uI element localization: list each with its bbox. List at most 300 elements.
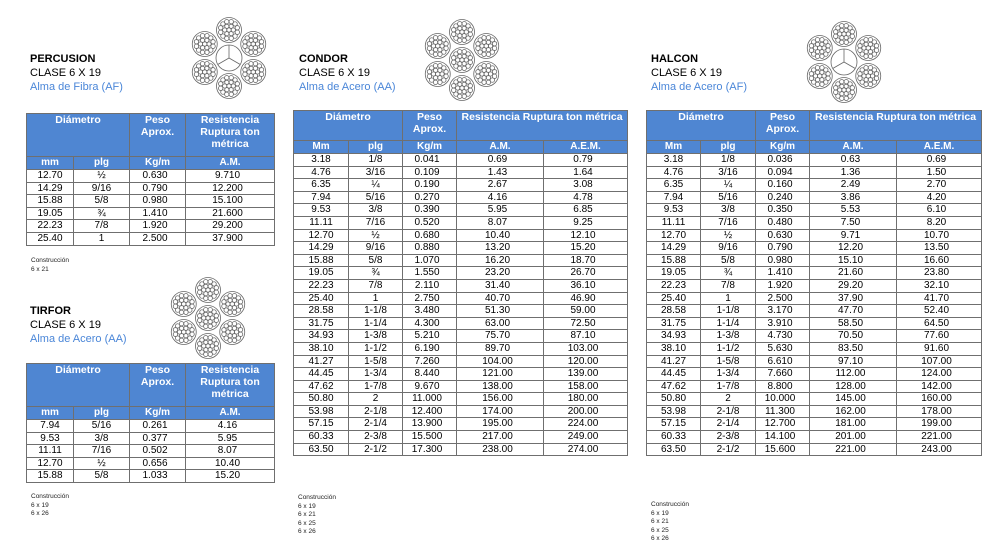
table-row	[647, 216, 982, 229]
table-cell: ¼	[701, 179, 756, 192]
table-cell: 9.53	[27, 432, 74, 445]
table-cell: 63.50	[294, 443, 349, 456]
table-cell: 124.00	[897, 368, 982, 381]
col-header-resistencia: Resistencia Ruptura ton métrica	[186, 364, 275, 407]
col-header-peso: Peso Aprox.	[756, 111, 810, 141]
table-cell: 51.30	[457, 305, 544, 318]
table-cell: 5.210	[403, 330, 457, 343]
table-cell: 70.50	[810, 330, 897, 343]
table-row	[27, 220, 275, 233]
table-cell: 4.730	[756, 330, 810, 343]
table-cell: 0.630	[130, 170, 186, 183]
table-cell: 15.20	[544, 242, 628, 255]
table-cell: 8.20	[897, 216, 982, 229]
table-cell: 0.094	[756, 166, 810, 179]
table-cell: 224.00	[544, 418, 628, 431]
table-row	[294, 179, 628, 192]
table-cell: 6.85	[544, 204, 628, 217]
table-cell: 3/16	[349, 166, 403, 179]
table-cell: 29.20	[810, 279, 897, 292]
table-cell: 26.70	[544, 267, 628, 280]
table-cell: 1.43	[457, 166, 544, 179]
table-cell: 160.00	[897, 393, 982, 406]
table-cell: 0.190	[403, 179, 457, 192]
table-cell: 128.00	[810, 380, 897, 393]
table-cell: 3/8	[701, 204, 756, 217]
table-cell: 4.20	[897, 191, 982, 204]
table-cell: 0.69	[457, 154, 544, 167]
table-cell: 2.750	[403, 292, 457, 305]
construction-item: 6 x 26	[298, 528, 316, 536]
table-cell: 4.76	[294, 166, 349, 179]
table-row	[647, 179, 982, 192]
table-cell: 0.656	[130, 457, 186, 470]
tirfor-title: TIRFOR	[30, 305, 71, 317]
table-cell: 1-1/2	[349, 342, 403, 355]
col-header-aem: A.E.M.	[897, 141, 982, 154]
table-cell: 15.600	[756, 443, 810, 456]
table-cell: 15.88	[647, 254, 701, 267]
table-cell: 5/8	[349, 254, 403, 267]
table-cell: 46.90	[544, 292, 628, 305]
table-cell: 57.15	[647, 418, 701, 431]
table-cell: 15.100	[186, 195, 275, 208]
table-row	[294, 380, 628, 393]
table-cell: 178.00	[897, 405, 982, 418]
col-header-plg: plg	[74, 407, 130, 420]
tirfor-alma: Alma de Acero (AA)	[30, 333, 127, 345]
table-cell: 47.62	[294, 380, 349, 393]
table-cell: 0.350	[756, 204, 810, 217]
table-cell: ½	[349, 229, 403, 242]
table-cell: 1-1/8	[701, 305, 756, 318]
table-cell: 41.70	[897, 292, 982, 305]
table-cell: 12.10	[544, 229, 628, 242]
table-cell: 221.00	[810, 443, 897, 456]
table-cell: 17.300	[403, 443, 457, 456]
construction-item: 6 x 19	[298, 502, 316, 510]
percusion-table	[26, 113, 275, 246]
table-cell: 1-1/4	[349, 317, 403, 330]
table-cell: 1.50	[897, 166, 982, 179]
table-row	[27, 170, 275, 183]
col-header-plg: plg	[74, 157, 130, 170]
halcon-table	[646, 110, 982, 456]
table-cell: 3.18	[647, 154, 701, 167]
table-cell: 2.49	[810, 179, 897, 192]
col-header-diametro: Diámetro	[27, 364, 130, 407]
table-row	[294, 292, 628, 305]
table-cell: 199.00	[897, 418, 982, 431]
construccion-label: Construcción	[31, 257, 69, 264]
table-cell: 77.60	[897, 330, 982, 343]
table-cell: 47.70	[810, 305, 897, 318]
table-cell: 9.25	[544, 216, 628, 229]
col-header-mm: Mm	[647, 141, 701, 154]
percusion-title: PERCUSION	[30, 53, 96, 65]
table-cell: 57.15	[294, 418, 349, 431]
table-cell: 11.000	[403, 393, 457, 406]
table-row	[647, 443, 982, 456]
table-row	[27, 420, 275, 433]
table-cell: 0.270	[403, 191, 457, 204]
table-cell: 13.50	[897, 242, 982, 255]
table-cell: 221.00	[897, 431, 982, 444]
table-cell: 0.63	[810, 154, 897, 167]
table-cell: 58.50	[810, 317, 897, 330]
table-cell: 2-1/2	[701, 443, 756, 456]
table-cell: 5/8	[74, 470, 130, 483]
table-cell: 50.80	[294, 393, 349, 406]
table-cell: 9.53	[647, 204, 701, 217]
table-cell: 7/8	[74, 220, 130, 233]
table-cell: 19.05	[294, 267, 349, 280]
table-row	[294, 418, 628, 431]
percusion-heading	[30, 53, 123, 94]
table-cell: 16.60	[897, 254, 982, 267]
construction-item: 6 x 26	[651, 535, 669, 543]
table-row	[294, 166, 628, 179]
table-cell: 0.980	[130, 195, 186, 208]
table-cell: 1.410	[130, 207, 186, 220]
table-cell: 36.10	[544, 279, 628, 292]
table-cell: 60.33	[294, 431, 349, 444]
table-row	[294, 216, 628, 229]
table-cell: 1-3/8	[701, 330, 756, 343]
table-cell: 162.00	[810, 405, 897, 418]
table-cell: 3.480	[403, 305, 457, 318]
table-cell: 1/8	[349, 154, 403, 167]
table-cell: 0.79	[544, 154, 628, 167]
table-cell: 0.69	[897, 154, 982, 167]
table-cell: 41.27	[647, 355, 701, 368]
table-cell: 8.07	[186, 445, 275, 458]
col-header-mm: mm	[27, 407, 74, 420]
table-cell: 1.64	[544, 166, 628, 179]
table-cell: ¾	[74, 207, 130, 220]
table-cell: 21.60	[810, 267, 897, 280]
table-cell: 1/8	[701, 154, 756, 167]
table-cell: 19.05	[27, 207, 74, 220]
tirfor-construccion	[31, 493, 69, 519]
table-cell: 1-3/4	[701, 368, 756, 381]
table-cell: 5.95	[186, 432, 275, 445]
table-row	[647, 191, 982, 204]
table-cell: 1-5/8	[701, 355, 756, 368]
table-cell: 7.660	[756, 368, 810, 381]
table-cell: 15.10	[810, 254, 897, 267]
table-cell: 1	[74, 232, 130, 245]
table-cell: 13.900	[403, 418, 457, 431]
table-cell: 53.98	[647, 405, 701, 418]
table-row	[647, 317, 982, 330]
table-cell: 12.70	[647, 229, 701, 242]
table-row	[647, 330, 982, 343]
table-cell: 13.20	[457, 242, 544, 255]
table-cell: 11.11	[27, 445, 74, 458]
table-cell: 6.190	[403, 342, 457, 355]
table-cell: 0.790	[130, 182, 186, 195]
table-cell: 1.033	[130, 470, 186, 483]
table-cell: 0.109	[403, 166, 457, 179]
table-cell: 1.550	[403, 267, 457, 280]
table-cell: 1	[349, 292, 403, 305]
table-cell: 63.00	[457, 317, 544, 330]
construccion-label: Construcción	[651, 501, 689, 508]
table-cell: 15.20	[186, 470, 275, 483]
table-cell: 14.100	[756, 431, 810, 444]
col-header-plg: plg	[701, 141, 756, 154]
table-cell: 0.377	[130, 432, 186, 445]
table-cell: 238.00	[457, 443, 544, 456]
table-cell: 9/16	[74, 182, 130, 195]
table-cell: 1-1/4	[701, 317, 756, 330]
table-cell: 0.790	[756, 242, 810, 255]
table-cell: 180.00	[544, 393, 628, 406]
table-cell: 7/8	[701, 279, 756, 292]
condor-construccion	[298, 494, 336, 537]
table-cell: 7/16	[74, 445, 130, 458]
col-header-mm: Mm	[294, 141, 349, 154]
table-row	[647, 154, 982, 167]
table-row	[647, 204, 982, 217]
table-cell: 47.62	[647, 380, 701, 393]
table-cell: 8.800	[756, 380, 810, 393]
construction-item: 6 x 25	[651, 526, 669, 534]
table-row	[294, 342, 628, 355]
table-cell: 5/16	[349, 191, 403, 204]
table-cell: 12.20	[810, 242, 897, 255]
table-row	[27, 207, 275, 220]
table-cell: 0.036	[756, 154, 810, 167]
table-cell: 0.160	[756, 179, 810, 192]
table-cell: 12.400	[403, 405, 457, 418]
construccion-label: Construcción	[31, 493, 69, 500]
table-cell: 156.00	[457, 393, 544, 406]
table-cell: 1	[701, 292, 756, 305]
table-cell: 15.88	[294, 254, 349, 267]
table-cell: 2-1/4	[349, 418, 403, 431]
col-header-aem: A.E.M.	[544, 141, 628, 154]
table-cell: 29.200	[186, 220, 275, 233]
table-cell: 3/8	[74, 432, 130, 445]
col-header-resistencia: Resistencia Ruptura ton métrica	[810, 111, 982, 141]
table-cell: 2.67	[457, 179, 544, 192]
table-cell: 0.041	[403, 154, 457, 167]
col-header-mm: mm	[27, 157, 74, 170]
table-cell: ½	[74, 457, 130, 470]
table-cell: 31.75	[294, 317, 349, 330]
table-cell: 5/16	[74, 420, 130, 433]
table-cell: 34.93	[647, 330, 701, 343]
table-cell: 10.40	[457, 229, 544, 242]
table-cell: 14.29	[27, 182, 74, 195]
table-cell: 8.440	[403, 368, 457, 381]
table-cell: 9.71	[810, 229, 897, 242]
col-header-diametro: Diámetro	[647, 111, 756, 141]
table-row	[294, 279, 628, 292]
table-cell: 2.500	[756, 292, 810, 305]
construction-item: 6 x 25	[298, 519, 316, 527]
table-cell: ¾	[349, 267, 403, 280]
table-cell: 243.00	[897, 443, 982, 456]
table-cell: 121.00	[457, 368, 544, 381]
table-cell: 5.630	[756, 342, 810, 355]
table-cell: 4.76	[647, 166, 701, 179]
table-cell: 4.78	[544, 191, 628, 204]
percusion-construccion	[31, 257, 69, 274]
table-cell: 9.670	[403, 380, 457, 393]
halcon-clase: CLASE 6 X 19	[651, 67, 722, 79]
table-cell: 200.00	[544, 405, 628, 418]
col-header-diametro: Diámetro	[294, 111, 403, 141]
table-row	[647, 267, 982, 280]
table-cell: 3.08	[544, 179, 628, 192]
col-header-kgm: Kg/m	[403, 141, 457, 154]
table-cell: 38.10	[294, 342, 349, 355]
table-row	[647, 229, 982, 242]
table-cell: 38.10	[647, 342, 701, 355]
table-cell: 12.70	[27, 457, 74, 470]
table-cell: 6.35	[647, 179, 701, 192]
table-cell: 60.33	[647, 431, 701, 444]
table-cell: 9/16	[701, 242, 756, 255]
table-cell: 14.29	[294, 242, 349, 255]
table-cell: 25.40	[647, 292, 701, 305]
table-cell: 2-1/2	[349, 443, 403, 456]
table-cell: 5.53	[810, 204, 897, 217]
table-cell: 7/8	[349, 279, 403, 292]
table-cell: 22.23	[294, 279, 349, 292]
col-header-peso: Peso Aprox.	[130, 114, 186, 157]
table-cell: 1.36	[810, 166, 897, 179]
table-cell: 28.58	[294, 305, 349, 318]
table-cell: 6.35	[294, 179, 349, 192]
table-cell: 3.86	[810, 191, 897, 204]
rope-steel-core-icon	[162, 272, 254, 364]
table-row	[294, 393, 628, 406]
table-row	[27, 182, 275, 195]
table-cell: 2.500	[130, 232, 186, 245]
table-row	[647, 355, 982, 368]
table-row	[647, 405, 982, 418]
table-cell: 0.630	[756, 229, 810, 242]
table-cell: 12.200	[186, 182, 275, 195]
table-cell: 2	[701, 393, 756, 406]
table-cell: 7.94	[294, 191, 349, 204]
table-row	[294, 355, 628, 368]
table-cell: 1-7/8	[349, 380, 403, 393]
table-cell: 12.700	[756, 418, 810, 431]
table-cell: 7/16	[349, 216, 403, 229]
table-cell: 44.45	[294, 368, 349, 381]
halcon-alma: Alma de Acero (AF)	[651, 81, 747, 93]
table-cell: 32.10	[897, 279, 982, 292]
table-row	[647, 305, 982, 318]
table-cell: 120.00	[544, 355, 628, 368]
table-cell: 64.50	[897, 317, 982, 330]
table-cell: 2.70	[897, 179, 982, 192]
table-cell: 2-1/8	[701, 405, 756, 418]
rope-steel-core-icon	[416, 14, 508, 106]
table-cell: 63.50	[647, 443, 701, 456]
table-row	[27, 445, 275, 458]
table-cell: 15.88	[27, 470, 74, 483]
table-cell: 2.110	[403, 279, 457, 292]
table-cell: 15.88	[27, 195, 74, 208]
table-cell: 31.75	[647, 317, 701, 330]
table-row	[294, 254, 628, 267]
table-cell: 249.00	[544, 431, 628, 444]
table-cell: 0.880	[403, 242, 457, 255]
table-row	[647, 166, 982, 179]
col-header-peso: Peso Aprox.	[403, 111, 457, 141]
table-cell: 9/16	[349, 242, 403, 255]
table-cell: 59.00	[544, 305, 628, 318]
table-cell: 3.18	[294, 154, 349, 167]
construction-item: 6 x 19	[651, 509, 669, 517]
table-cell: 138.00	[457, 380, 544, 393]
table-cell: 10.40	[186, 457, 275, 470]
condor-table	[293, 110, 628, 456]
table-row	[27, 195, 275, 208]
table-cell: 1.920	[756, 279, 810, 292]
col-header-diametro: Diámetro	[27, 114, 130, 157]
table-row	[294, 154, 628, 167]
table-cell: 72.50	[544, 317, 628, 330]
table-cell: 0.520	[403, 216, 457, 229]
table-cell: 12.70	[27, 170, 74, 183]
table-row	[27, 457, 275, 470]
table-row	[294, 368, 628, 381]
table-cell: 9.53	[294, 204, 349, 217]
col-header-kgm: Kg/m	[756, 141, 810, 154]
percusion-clase: CLASE 6 X 19	[30, 67, 101, 79]
col-header-kgm: Kg/m	[130, 157, 186, 170]
table-cell: 195.00	[457, 418, 544, 431]
table-row	[294, 242, 628, 255]
table-cell: 4.300	[403, 317, 457, 330]
table-cell: 23.20	[457, 267, 544, 280]
construction-item: 6 x 26	[31, 510, 49, 518]
table-cell: 6.10	[897, 204, 982, 217]
table-row	[647, 342, 982, 355]
table-cell: ½	[74, 170, 130, 183]
col-header-kgm: Kg/m	[130, 407, 186, 420]
table-cell: 7.50	[810, 216, 897, 229]
col-header-am: A.M.	[186, 157, 275, 170]
table-row	[294, 204, 628, 217]
table-row	[294, 443, 628, 456]
table-cell: ¾	[701, 267, 756, 280]
table-cell: 23.80	[897, 267, 982, 280]
table-cell: 10.000	[756, 393, 810, 406]
table-row	[647, 242, 982, 255]
table-cell: 6.610	[756, 355, 810, 368]
col-header-am: A.M.	[186, 407, 275, 420]
table-row	[294, 305, 628, 318]
table-row	[647, 368, 982, 381]
table-cell: 201.00	[810, 431, 897, 444]
table-cell: 7/16	[701, 216, 756, 229]
table-cell: 9.710	[186, 170, 275, 183]
table-cell: 37.900	[186, 232, 275, 245]
table-cell: 22.23	[647, 279, 701, 292]
percusion-alma: Alma de Fibra (AF)	[30, 81, 123, 93]
construction-item: 6 x 21	[31, 265, 49, 273]
table-row	[647, 279, 982, 292]
table-cell: 1-7/8	[701, 380, 756, 393]
